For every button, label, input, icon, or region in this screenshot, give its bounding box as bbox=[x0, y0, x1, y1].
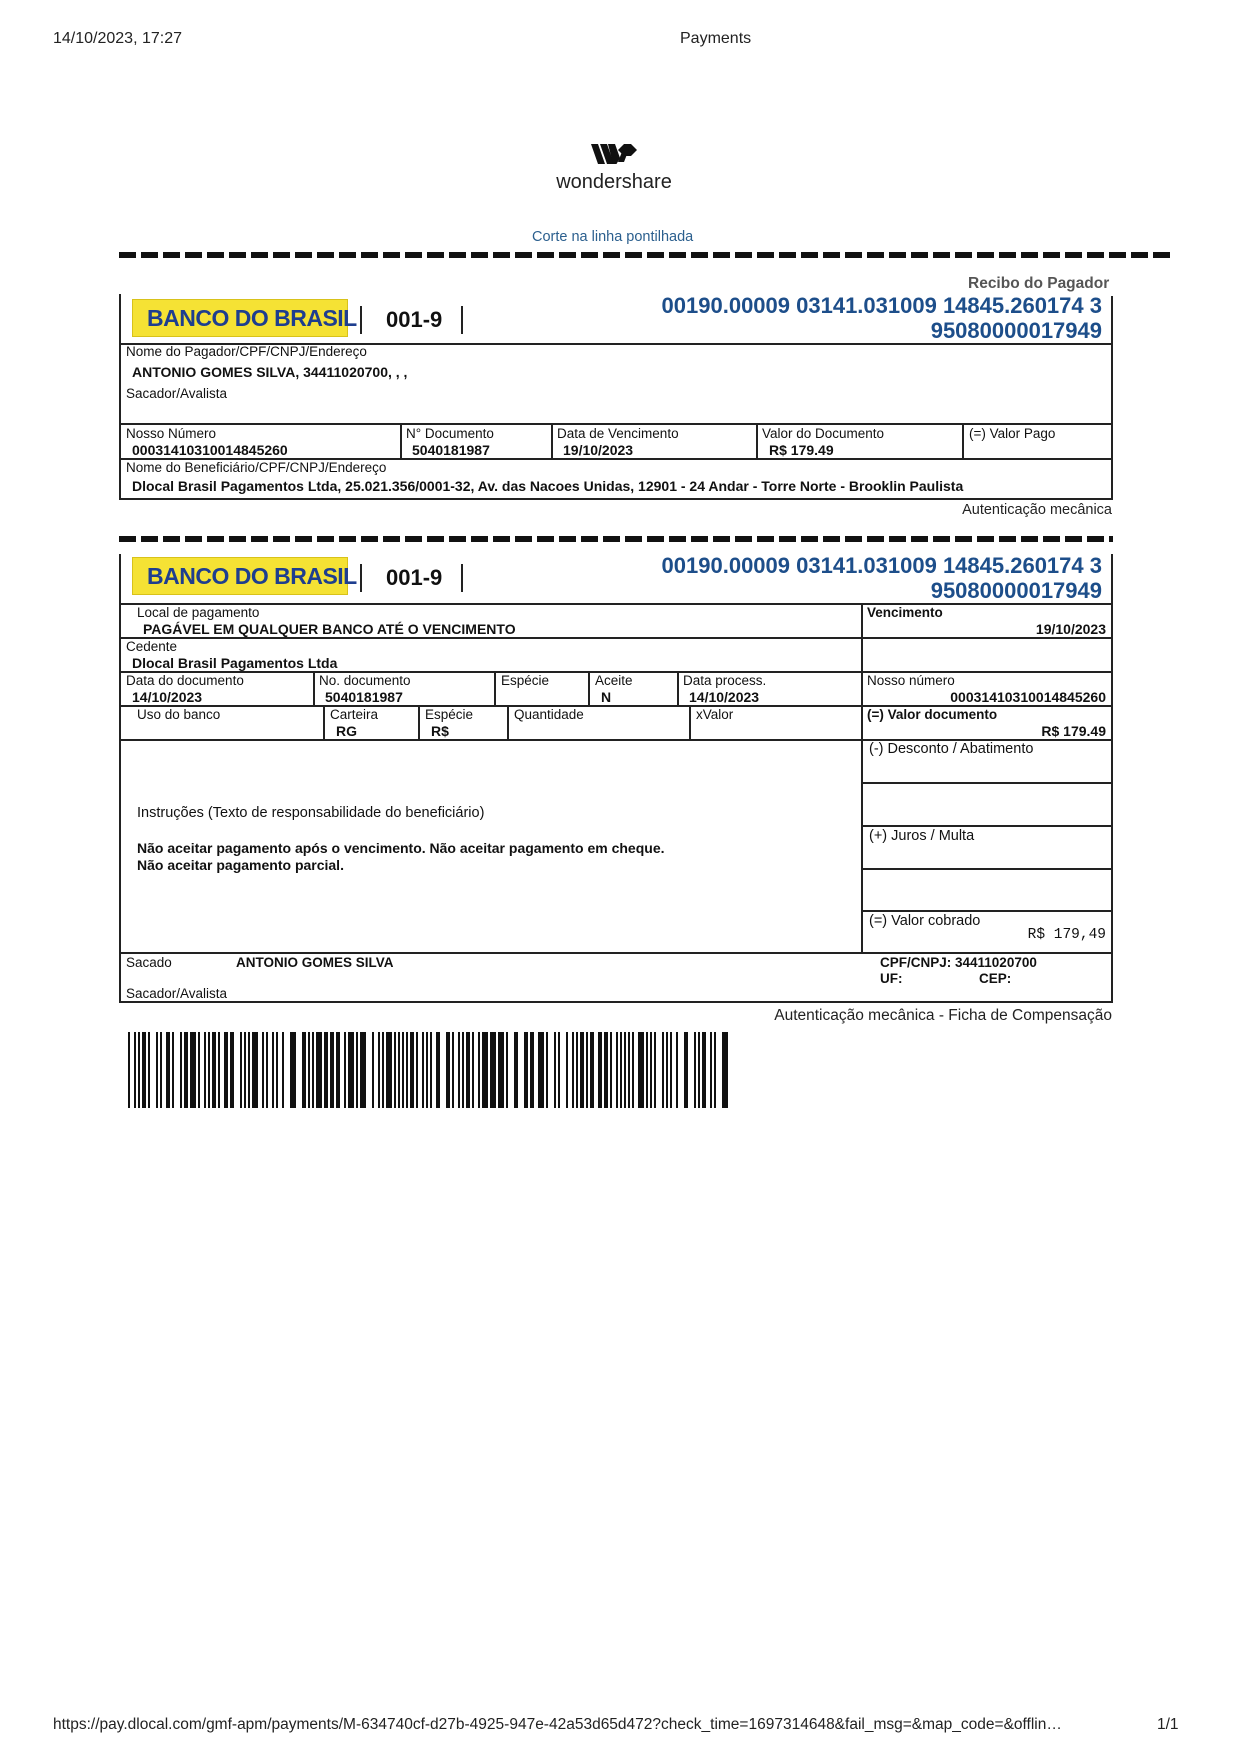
payer-value: ANTONIO GOMES SILVA, 34411020700, , , bbox=[132, 364, 408, 380]
aceite-value: N bbox=[601, 689, 612, 705]
sacado-label: Sacado bbox=[126, 955, 172, 970]
nosso-numero-value: 00031410310014845260 bbox=[132, 442, 288, 458]
documento-value: 5040181987 bbox=[412, 442, 490, 458]
sacador-avalista-label: Sacador/Avalista bbox=[126, 986, 228, 1001]
vencimento-label: Vencimento bbox=[867, 605, 943, 620]
beneficiario-value: Dlocal Brasil Pagamentos Ltda, 25.021.356/0001-32, Av. das Nacoes Unidas, 12901 - 24 Andar - Torre Norte - Brooklin Paulista bbox=[132, 478, 964, 494]
receipt-title: Recibo do Pagador bbox=[968, 275, 1110, 292]
banco-do-brasil-logo bbox=[132, 299, 357, 337]
cut-line-instruction: Corte na linha pontilhada bbox=[532, 229, 694, 245]
especie-moeda-label: Espécie bbox=[425, 707, 474, 722]
desconto-label: (-) Desconto / Abatimento bbox=[869, 741, 1034, 757]
uso-banco-label: Uso do banco bbox=[137, 707, 221, 722]
carteira-value: RG bbox=[336, 723, 357, 739]
bank-code: 001-9 bbox=[386, 307, 443, 332]
ficha-right-border bbox=[1111, 554, 1113, 1003]
beneficiario-label: Nome do Beneficiário/CPF/CNPJ/Endereço bbox=[126, 460, 387, 475]
cut-line-2 bbox=[119, 536, 1113, 542]
vencimento-value: 19/10/2023 bbox=[563, 442, 634, 458]
cpf-cnpj-value: CPF/CNPJ: 34411020700 bbox=[880, 955, 1037, 970]
cedente-label: Cedente bbox=[126, 639, 178, 654]
documento-label: N° Documento bbox=[406, 426, 494, 441]
aceite-label: Aceite bbox=[595, 673, 633, 688]
data-process-value: 14/10/2023 bbox=[689, 689, 760, 705]
xvalor-label: xValor bbox=[696, 707, 734, 722]
right-column-divider bbox=[861, 604, 863, 952]
data-documento-label: Data do documento bbox=[126, 673, 244, 688]
valor-cobrado-label: (=) Valor cobrado bbox=[869, 913, 981, 929]
bank-name: BANCO DO BRASIL bbox=[147, 304, 357, 331]
juros-multa-label: (+) Juros / Multa bbox=[869, 828, 975, 844]
brand-name: wondershare bbox=[556, 171, 672, 193]
local-pagamento-value: PAGÁVEL EM QUALQUER BANCO ATÉ O VENCIMENTO bbox=[143, 621, 516, 637]
valor-pago-label: (=) Valor Pago bbox=[969, 426, 1056, 441]
instrucao-linha-2: Não aceitar pagamento parcial. bbox=[137, 857, 344, 873]
cep-label: CEP: bbox=[979, 971, 1012, 986]
data-process-label: Data process. bbox=[683, 673, 767, 688]
sacado-value: ANTONIO GOMES SILVA bbox=[236, 955, 394, 970]
banco-do-brasil-logo-2 bbox=[132, 557, 357, 595]
no-documento-label: No. documento bbox=[319, 673, 411, 688]
quantidade-label: Quantidade bbox=[514, 707, 584, 722]
bank-name: BANCO DO BRASIL bbox=[147, 562, 357, 589]
page-count: 1/1 bbox=[1157, 1716, 1179, 1733]
valor-documento-label: (=) Valor documento bbox=[867, 707, 998, 722]
ficha-autenticacao: Autenticação mecânica - Ficha de Compensação bbox=[774, 1007, 1112, 1024]
page-url: https://pay.dlocal.com/gmf-apm/payments/M-634740cf-d27b-4925-947e-42a53d65d472?check_time=1697314648&fail_msg=&map_code=&offlin… bbox=[53, 1716, 1062, 1733]
ficha-left-border bbox=[119, 554, 121, 1003]
ficha-digitable-line-1: 00190.00009 03141.031009 14845.260174 3 bbox=[661, 553, 1102, 578]
carteira-label: Carteira bbox=[330, 707, 379, 722]
sacador-label: Sacador/Avalista bbox=[126, 386, 228, 401]
barcode-icon bbox=[128, 1032, 729, 1108]
instrucoes-title: Instruções (Texto de responsabilidade do beneficiário) bbox=[137, 805, 485, 821]
valor-documento-value: R$ 179.49 bbox=[769, 442, 834, 458]
valor-documento-value: R$ 179.49 bbox=[1041, 723, 1106, 739]
nosso-numero-value: 00031410310014845260 bbox=[950, 689, 1106, 705]
receipt-right-border bbox=[1111, 296, 1113, 500]
especie-label: Espécie bbox=[501, 673, 550, 688]
payer-label: Nome do Pagador/CPF/CNPJ/Endereço bbox=[126, 344, 367, 359]
vencimento-label: Data de Vencimento bbox=[557, 426, 679, 441]
nosso-numero-label: Nosso número bbox=[867, 673, 955, 688]
bank-code: 001-9 bbox=[386, 565, 443, 590]
vencimento-value: 19/10/2023 bbox=[1035, 621, 1106, 637]
valor-cobrado-value: R$ 179,49 bbox=[1027, 927, 1106, 943]
ficha-digitable-line-2: 95080000017949 bbox=[930, 578, 1102, 603]
data-documento-value: 14/10/2023 bbox=[132, 689, 203, 705]
receipt-left-border bbox=[119, 294, 121, 500]
digitable-line-2: 95080000017949 bbox=[930, 318, 1102, 343]
receipt-autenticacao: Autenticação mecânica bbox=[962, 502, 1112, 518]
page-title: Payments bbox=[680, 30, 752, 47]
wondershare-logo-icon bbox=[591, 142, 637, 166]
cedente-value: Dlocal Brasil Pagamentos Ltda bbox=[132, 655, 338, 671]
valor-documento-label: Valor do Documento bbox=[762, 426, 885, 441]
digitable-line-1: 00190.00009 03141.031009 14845.260174 3 bbox=[661, 293, 1102, 318]
uf-label: UF: bbox=[880, 971, 903, 986]
print-datetime: 14/10/2023, 17:27 bbox=[53, 30, 183, 47]
no-documento-value: 5040181987 bbox=[325, 689, 403, 705]
instrucao-linha-1: Não aceitar pagamento após o vencimento. Não aceitar pagamento em cheque. bbox=[137, 840, 665, 856]
cut-line bbox=[119, 252, 1175, 258]
especie-moeda-value: R$ bbox=[431, 723, 449, 739]
nosso-numero-label: Nosso Número bbox=[126, 426, 217, 441]
local-pagamento-label: Local de pagamento bbox=[137, 605, 260, 620]
